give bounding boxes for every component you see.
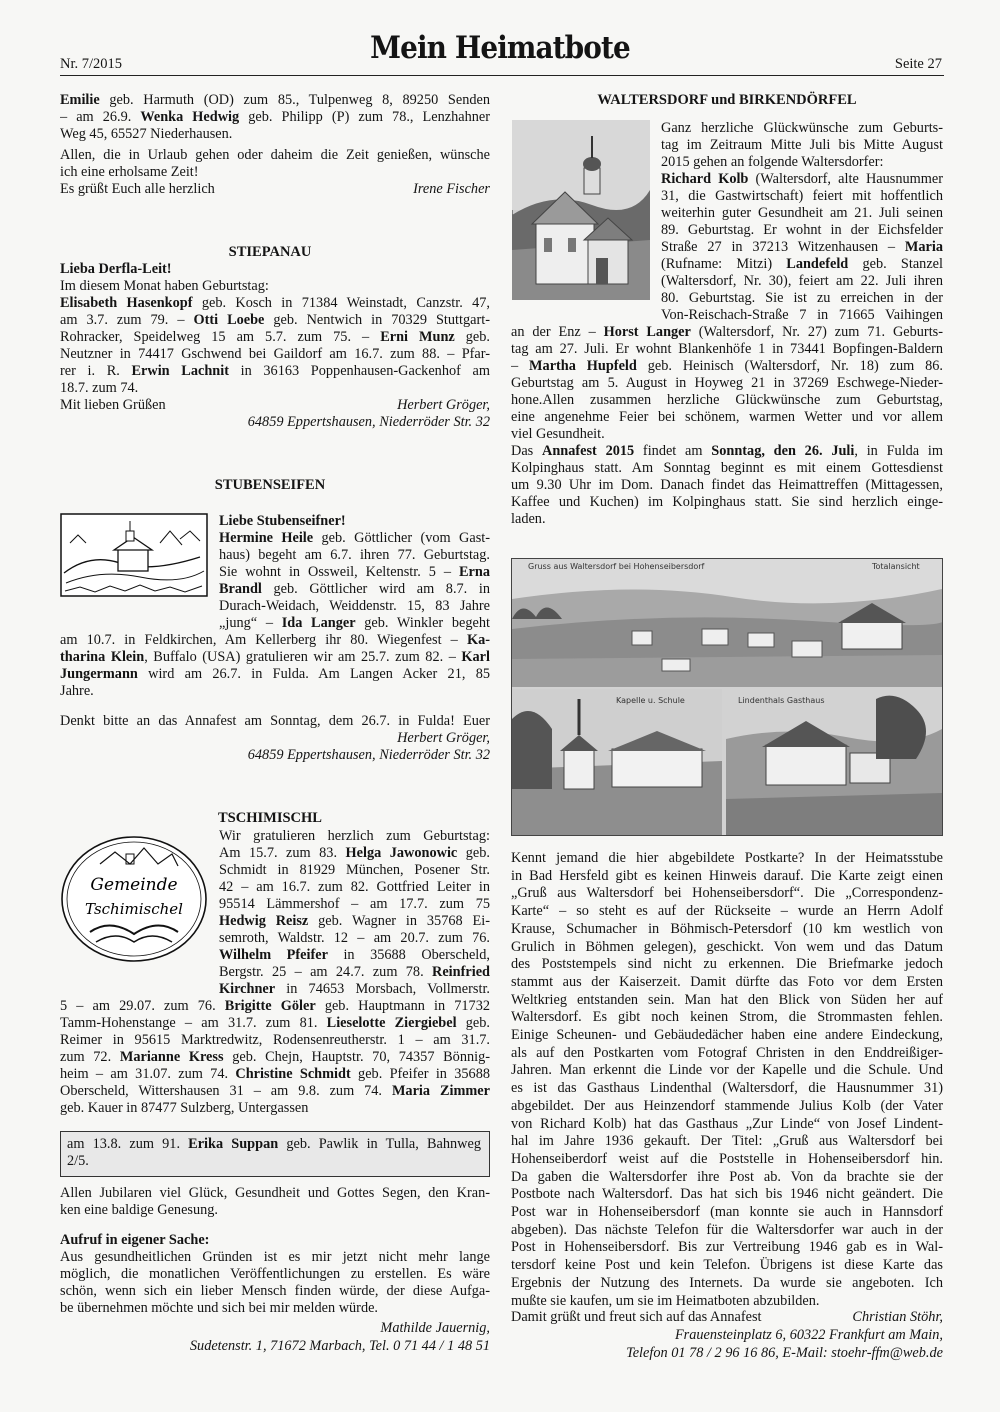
text-line: 31, die Gastwirtschaft) feiert mit hoffentlich xyxy=(661,188,943,204)
highlight-box xyxy=(60,1131,490,1177)
text-line: semroth, Waldstr. 12 – am 20.7. zum 76. xyxy=(219,930,490,946)
text-line: Es grüßt Euch alle herzlich xyxy=(60,181,215,197)
text-line: 2015 gehen an folgende Waltersdorfer: xyxy=(661,154,884,170)
text-line: Jahren. Man erkennt die Linde vor der Kapelle und die Schule. Und xyxy=(511,1062,943,1079)
text-line: Einige Scheunen- und Gebäudedächer haben eine andere Eindeckung, xyxy=(511,1027,943,1043)
signature-address: Frauensteinplatz 6, 60322 Frankfurt am Main, xyxy=(674,1327,943,1343)
text-line: Jungermann wird am 26.7. in Fulda. Am Langen Acker 21, 85 xyxy=(60,666,490,682)
text-line: Oberscheld, Wittershausen 31 – am 9.8. zum 74. Maria Zimmer xyxy=(60,1083,490,1099)
text-line: am 10.7. in Feldkirchen, Am Kellerberg ihr 80. Wiegenfest – Ka- xyxy=(60,632,490,648)
section-heading-stubenseifen: STUBENSEIFEN xyxy=(214,477,326,493)
text-line: von Richard Kolb) hat das Gasthaus „Zur Linde“ von Josef Lindent- xyxy=(511,1115,943,1132)
text-line: ken eine baldige Genesung. xyxy=(60,1202,219,1218)
issue-number: Nr. 7/2015 xyxy=(60,56,123,72)
text-line: Post war in Hohenseibersdorf (man konnte sie auch in Hannsdorf xyxy=(511,1204,943,1220)
text-line: viel Gesundheit. xyxy=(511,426,605,442)
text-line: Am 15.7. zum 83. Helga Jawonowic geb. xyxy=(219,845,490,861)
text-line: Grulich in Böhmen gelegen), geschickt. Von wem und das Datum xyxy=(511,938,943,955)
text-line: Allen, die in Urlaub gehen oder daheim die Zeit genießen, wünsche xyxy=(60,147,490,163)
text-line: 42 – am 16.7. zum 82. Gottfried Leiter in xyxy=(219,879,490,895)
text-line: Kaffee und Kuchen) im Kolpinghaus statt. Sie sind herzlich einge- xyxy=(511,494,943,510)
text-line: Kirchner in 74653 Morsbach, Vollmerstr. xyxy=(219,981,490,997)
signature-address: Sudetenstr. 1, 71672 Marbach, Tel. 0 71 44 / 1 48 51 xyxy=(189,1338,490,1354)
text-line: Rohracker, Speidelweg 15 am 5.7. zum 75. – Erni Munz geb. xyxy=(60,329,490,345)
text-line: haus) begeht am 6.7. ihren 77. Geburtstag. xyxy=(219,547,490,563)
text-line: Hermine Heile geb. Göttlicher (vom Gast- xyxy=(219,530,490,546)
text-line: rer i. R. Erwin Lachnit in 36163 Poppenhausen-Gackenhof am xyxy=(60,363,490,379)
text-line: Reimer in 95615 Marktredwitz, Rodensenreutherstr. 1 – am 31.7. xyxy=(60,1032,490,1048)
text-line: Neutzner in 74417 Gschwend bei Gaildorf am 16.7. zum 88. – Pfar- xyxy=(60,346,490,362)
text-line: Von-Reischach-Straße 7 in 71665 Vaihingen xyxy=(661,307,943,323)
text-line: möglich, die monatlichen Veröffentlichungen zu erstellen. Es wäre xyxy=(60,1266,490,1282)
postcard-image xyxy=(511,558,943,836)
text-line: Weg 45, 65527 Niederhausen. xyxy=(60,126,233,142)
text-line: Richard Kolb (Waltersdorf, alte Hausnummer xyxy=(661,171,943,187)
chapel-photo xyxy=(512,120,650,300)
postcard-title: Gruss aus Waltersdorf bei Hohenseibersdorf xyxy=(528,562,705,571)
text-line: Postbote nach Waltersdorf. Das hat sich bis 1946 nicht geändert. Die xyxy=(511,1186,943,1203)
text-line: Jahre. xyxy=(60,683,94,699)
text-line: Bergstr. 25 – am 24.7. zum 78. Reinfried xyxy=(219,964,490,980)
header-rule xyxy=(60,75,944,76)
signature-address: 64859 Eppertshausen, Niederröder Str. 32 xyxy=(247,414,490,430)
text-line: Krause, Schumacher in Böhmisch-Petersdorf (10 km westlich von xyxy=(511,920,943,937)
text-line: Ergebnis der Nutzung des Internets. Da wurde sie angeboten. Ich xyxy=(511,1274,943,1291)
greeting: Liebe Stubenseifner! xyxy=(219,513,346,529)
postcard-subtitle: Totalansicht xyxy=(872,562,920,571)
text-line: Tamm-Hohenstange – am 31.7. zum 81. Lieselotte Ziergiebel geb. xyxy=(60,1015,490,1031)
page-number: Seite 27 xyxy=(894,56,942,72)
text-line: ich eine erholsame Zeit! xyxy=(60,164,199,180)
text-line: Wilhelm Pfeifer in 35688 Oberscheld, xyxy=(219,947,490,963)
text-line: hal im Jahre 1936 gekauft. Der Titel: „Gruß aus Waltersdorf bei xyxy=(511,1133,943,1150)
text-line: Durach-Weidach, Weiddenstr. 15, 83 Jahre xyxy=(219,598,490,614)
text-line: schön, wenn sich ein lieber Mensch finden würde, der diese Aufga- xyxy=(60,1283,490,1299)
text-line: es ist das Gasthaus Lindenthal (Waltersdorf, die Hausnummer 31) xyxy=(511,1080,943,1097)
text-line: Aus gesundheitlichen Gründen ist es mir jetzt nicht mehr lange xyxy=(60,1249,490,1265)
text-line: 95514 Lämmershof – am 17.7. zum 75 xyxy=(219,896,490,912)
text-line: Wir gratulieren herzlich zum Geburtstag: xyxy=(219,828,490,844)
signature: Mathilde Jauernig, xyxy=(380,1320,490,1336)
postcard-label-b: Lindenthals Gasthaus xyxy=(738,696,825,705)
text-line: des Poststempels sind nicht zu erkennen. Die Briefmarke jedoch xyxy=(511,956,943,973)
text-line: 89. Geburtstag. Er wohnt in der Eichsfelder xyxy=(661,222,943,238)
logo-text-line2: Tschimischel xyxy=(85,900,183,918)
section-heading-stiepanau: STIEPANAU xyxy=(228,244,312,260)
text-line: als auf den Postkarten vom Fotograf Christen in den Enddreißiger- xyxy=(511,1044,943,1061)
signature-contact: Telefon 01 78 / 2 96 16 86, E-Mail: stoehr-ffm@web.de xyxy=(626,1345,943,1361)
section-heading-tschimischl: TSCHIMISCHL xyxy=(218,810,322,826)
text-line: Mit lieben Grüßen xyxy=(60,397,166,413)
text-line: Emilie geb. Harmuth (OD) zum 85., Tulpenweg 8, 89250 Senden xyxy=(60,92,490,108)
text-line: 2/5. xyxy=(67,1153,89,1169)
text-line: Karte“ – so steht es auf der Rückseite – wurde an Herrn Adolf xyxy=(511,903,943,920)
closing-line: Damit grüßt und freut sich auf das Annafest xyxy=(511,1309,762,1325)
text-line: geb. Kauer in 87477 Sulzberg, Untergassen xyxy=(60,1100,309,1116)
text-line: am 13.8. zum 91. Erika Suppan geb. Pawlik in Tulla, Bahnweg xyxy=(67,1136,481,1152)
text-line: 80. Geburtstag. Sie ist zu erreichen in der xyxy=(661,290,943,306)
masthead-title: Mein Heimatbote xyxy=(370,30,630,66)
text-line: „jung“ – Ida Langer geb. Winkler begeht xyxy=(219,615,490,631)
text-line: – Martha Hupfeld geb. Heinisch (Waltersdorf, Nr. 18) zum 86. xyxy=(511,358,943,374)
text-line: Hohenseiberdorf weist auf die Poststelle in Hohenseibersdorf hin. xyxy=(511,1150,943,1167)
text-line: Brandl geb. Göttlicher wird am 8.7. in xyxy=(219,581,490,597)
text-line: (Waltersdorf, Nr. 30), feiert am 22. Juli ihren xyxy=(661,273,943,289)
text-line: „Gruß aus Waltersdorf bei Hohenseibersdorf“. Die „Correspondenz- xyxy=(511,885,943,902)
text-line: 5 – am 29.07. zum 76. Brigitte Göler geb. Hauptmann in 71732 xyxy=(60,998,490,1014)
text-line: hone.Allen zusammen herzliche Glückwünsche zum Geburtstag, xyxy=(511,392,943,408)
text-line: tersdorf keine Post und kein Telefon. Übrigens ist diese Karte das xyxy=(511,1257,943,1274)
text-line: heim – am 31.07. zum 74. Christine Schmidt geb. Pfeifer in 35688 xyxy=(60,1066,490,1082)
text-line: Elisabeth Hasenkopf geb. Kosch in 71384 Weinstadt, Canzstr. 47, xyxy=(60,295,490,311)
text-line: Ganz herzliche Glückwünsche zum Geburts- xyxy=(661,120,943,136)
text-line: mußte sie kaufen, um sie im Heimatboten abzubilden. xyxy=(511,1292,820,1309)
text-line: laden. xyxy=(511,511,546,527)
text-line: abgebildet. Der aus Heinzendorf stammende Julius Kolb (der Vater xyxy=(511,1097,943,1114)
signature: Irene Fischer xyxy=(413,181,490,197)
text-line: Post in Hohenseibersdorf. Bis zur Vertreibung 1946 gab es in Wal- xyxy=(511,1239,943,1256)
signature-address: 64859 Eppertshausen, Niederröder Str. 32 xyxy=(247,747,490,763)
text-line: tharina Klein, Buffalo (USA) gratulieren wir am 25.7. zum 82. – Karl xyxy=(60,649,490,665)
text-line: Denkt bitte an das Annafest am Sonntag, dem 26.7. in Fulda! Euer xyxy=(60,713,490,729)
postcard-chapel-school xyxy=(512,689,722,835)
text-line: weiterhin guter Gesundheit am 21. Juli seinen xyxy=(661,205,943,221)
text-line: 18.7. zum 74. xyxy=(60,380,139,396)
text-line: tag am 27. Juli. Er wohnt Blankenhöfe 1 in 73441 Bopfingen-Baldern xyxy=(511,341,943,357)
signature: Christian Stöhr, xyxy=(852,1309,943,1325)
text-line: Allen Jubilaren viel Glück, Gesundheit und Gottes Segen, den Kran- xyxy=(60,1185,490,1201)
text-line: eine angenehme Feier bei schönem, warmen Wetter und vor allem xyxy=(511,409,943,425)
signature: Herbert Gröger, xyxy=(397,397,490,413)
postcard-panorama xyxy=(512,559,942,687)
text-line: zum 72. Marianne Kress geb. Chejn, Hauptstr. 70, 74357 Bönnig- xyxy=(60,1049,490,1065)
text-line: Kennt jemand die hier abgebildete Postkarte? In der Heimatsstube xyxy=(511,850,943,866)
text-line: Straße 27 in 37213 Witzenhausen – Maria xyxy=(661,239,943,255)
text-line: abgeben). Das nächste Telefon für die Waltersdorfer war auch in der xyxy=(511,1221,943,1238)
aufruf-heading: Aufruf in eigener Sache: xyxy=(60,1232,210,1248)
text-line: in Bad Hersfeld gibt es keinen Hinweis darauf. Die Karte zeigt einen xyxy=(511,867,943,884)
section-heading-waltersdorf: WALTERSDORF und BIRKENDÖRFEL xyxy=(597,92,857,108)
signature: Herbert Gröger, xyxy=(397,730,490,746)
church-sketch-image xyxy=(60,513,208,597)
text-line: Kolpinghaus statt. Am Sonntag beginnt es mit einem Gottesdienst xyxy=(511,460,943,476)
text-line: Das Annafest 2015 findet am Sonntag, den 26. Juli, in Fulda im xyxy=(511,443,943,459)
text-line: Geburtstag am 5. August in Hoyweg 21 in 37269 Eschwege-Nieder- xyxy=(511,375,943,391)
text-line: an der Enz – Horst Langer (Waltersdorf, Nr. 27) zum 71. Geburts- xyxy=(511,324,943,340)
postcard-label-a: Kapelle u. Schule xyxy=(616,696,685,705)
text-line: Da gaben die Waltersdorfer ihre Post ab. Von da brachte sie der xyxy=(511,1168,943,1185)
text-line: Hedwig Reisz geb. Wagner in 35768 Ei- xyxy=(219,913,490,929)
text-line: (Rufname: Mitzi) Landefeld geb. Stanzel xyxy=(661,256,943,272)
text-line: Waltersdorf. Es gibt noch keinen Strom, die Strommasten fehlen. xyxy=(511,1009,943,1026)
text-line: tag im Zeitraum Mitte Juli bis Mitte August xyxy=(661,137,943,153)
text-line: Weltkrieg entstanden sein. Man hat den Blick von Süden her auf xyxy=(511,991,943,1008)
postcard-gasthaus xyxy=(726,689,942,835)
text-line: Schmidt in 81929 München, Posener Str. xyxy=(219,862,490,878)
greeting: Lieba Derfla-Leit! xyxy=(60,261,172,277)
text-line: be übernehmen möchte und sich bei mir melden würde. xyxy=(60,1300,379,1316)
text-line: Im diesem Monat haben Geburtstag: xyxy=(60,278,269,294)
text-line: am 3.7. zum 79. – Otti Loebe geb. Nentwich in 70329 Stuttgart- xyxy=(60,312,490,328)
gemeinde-tschimischel-logo xyxy=(60,834,208,964)
text-line: stammt aus der Kaiserzeit. Damit dürfte das Foto vor dem Ersten xyxy=(511,973,943,990)
text-line: – am 26.9. Wenka Hedwig geb. Philipp (P) zum 78., Lenzhahner xyxy=(60,109,490,125)
logo-text-line1: Gemeinde xyxy=(90,875,178,895)
text-line: um 9.30 Uhr im Dom. Danach findet das Heimattreffen (Mittagessen, xyxy=(511,477,943,493)
text-line: Sie wohnt in Ossweil, Keltenstr. 5 – Erna xyxy=(219,564,490,580)
